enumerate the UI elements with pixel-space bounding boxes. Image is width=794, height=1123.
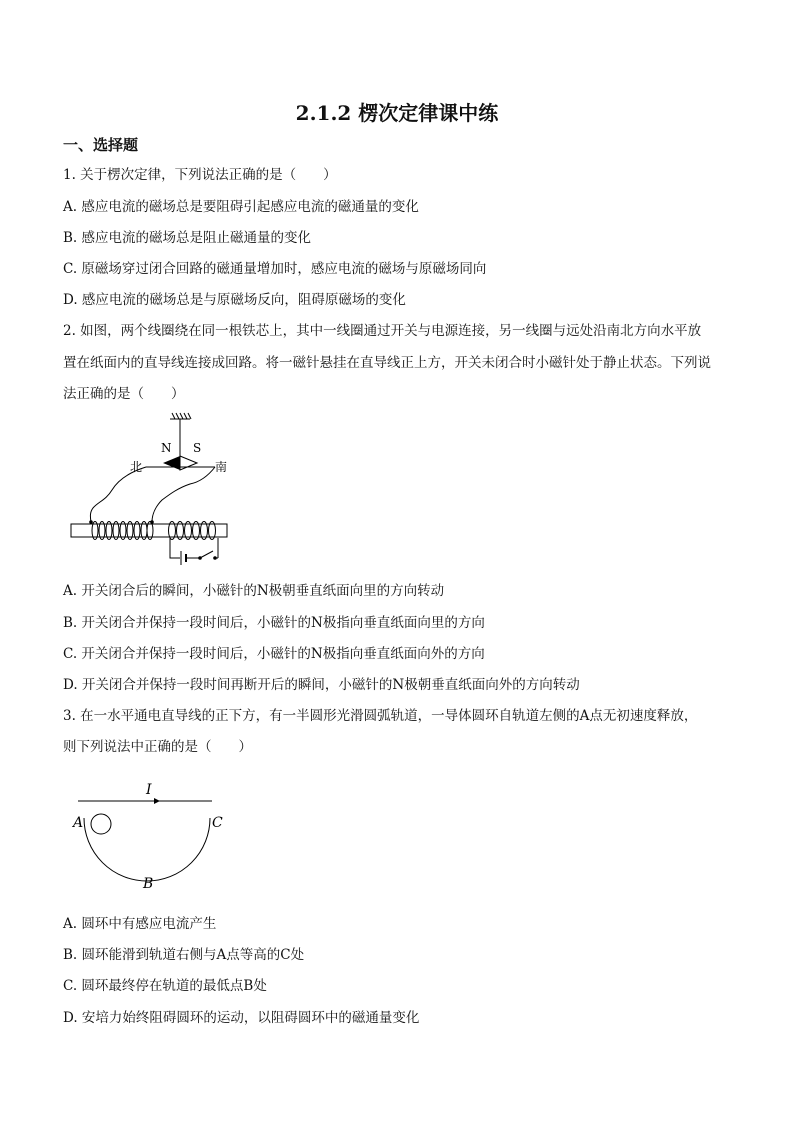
q2-option-b: B. 开关闭合并保持一段时间后，小磁针的N极指向垂直纸面向里的方向 xyxy=(63,615,485,631)
north-label: 北 xyxy=(130,460,143,474)
q1-option-d: D. 感应电流的磁场总是与原磁场反向，阻碍原磁场的变化 xyxy=(63,292,406,308)
q1-option-c: C. 原磁场穿过闭合回路的磁通量增加时，感应电流的磁场与原磁场同向 xyxy=(63,261,487,277)
q2-figure-coils-compass xyxy=(60,410,250,570)
q2-option-d: D. 开关闭合并保持一段时间再断开后的瞬间，小磁针的N极朝垂直纸面向外的方向转动 xyxy=(63,677,580,693)
q2-option-c: C. 开关闭合并保持一段时间后，小磁针的N极指向垂直纸面向外的方向 xyxy=(63,646,485,662)
q3-option-c: C. 圆环最终停在轨道的最低点B处 xyxy=(63,978,267,994)
q2-stem-line-1: 2. 如图，两个线圈绕在同一根铁芯上，其中一线圈通过开关与电源连接，另一线圈与远处沿南北方向水平放 xyxy=(63,323,702,339)
q1-option-b: B. 感应电流的磁场总是阻止磁通量的变化 xyxy=(63,230,312,246)
q3-option-a: A. 圆环中有感应电流产生 xyxy=(63,916,217,932)
q3-stem-line-1: 3. 在一水平通电直导线的正下方，有一半圆形光滑圆弧轨道，一导体圆环自轨道左侧的A点无初速度释放， xyxy=(63,708,698,724)
current-label: I xyxy=(146,782,152,798)
q3-figure-wire-track xyxy=(70,780,240,900)
current-arrow xyxy=(154,798,160,804)
needle-n-label: N xyxy=(161,441,172,455)
conductor-ring xyxy=(91,814,111,834)
q2-stem-line-3: 法正确的是（ ） xyxy=(63,386,185,402)
q1-stem: 1. 关于楞次定律，下列说法正确的是（ ） xyxy=(63,167,337,183)
page-title: 2.1.2 楞次定律课中练 xyxy=(295,101,499,125)
compass-needle xyxy=(163,456,197,470)
q3-option-d: D. 安培力始终阻碍圆环的运动，以阻碍圆环中的磁通量变化 xyxy=(63,1010,420,1026)
q3-stem-line-2: 则下列说法中正确的是（ ） xyxy=(63,739,252,755)
point-c-label: C xyxy=(212,815,223,831)
q3-option-b: B. 圆环能滑到轨道右侧与A点等高的C处 xyxy=(63,947,305,963)
point-a-label: A xyxy=(73,815,84,831)
battery-switch-circuit xyxy=(170,538,218,565)
point-b-label: B xyxy=(143,876,154,892)
section-heading: 一、选择题 xyxy=(63,136,139,154)
needle-s-label: S xyxy=(193,441,202,455)
south-label: 南 xyxy=(215,460,228,474)
q1-option-a: A. 感应电流的磁场总是要阻碍引起感应电流的磁通量的变化 xyxy=(63,199,419,215)
q2-stem-line-2: 置在纸面内的直导线连接成回路。将一磁针悬挂在直导线正上方，开关未闭合时小磁针处于静止状态。下列说 xyxy=(63,355,711,371)
q2-option-a: A. 开关闭合后的瞬间，小磁针的N极朝垂直纸面向里的方向转动 xyxy=(63,583,445,599)
